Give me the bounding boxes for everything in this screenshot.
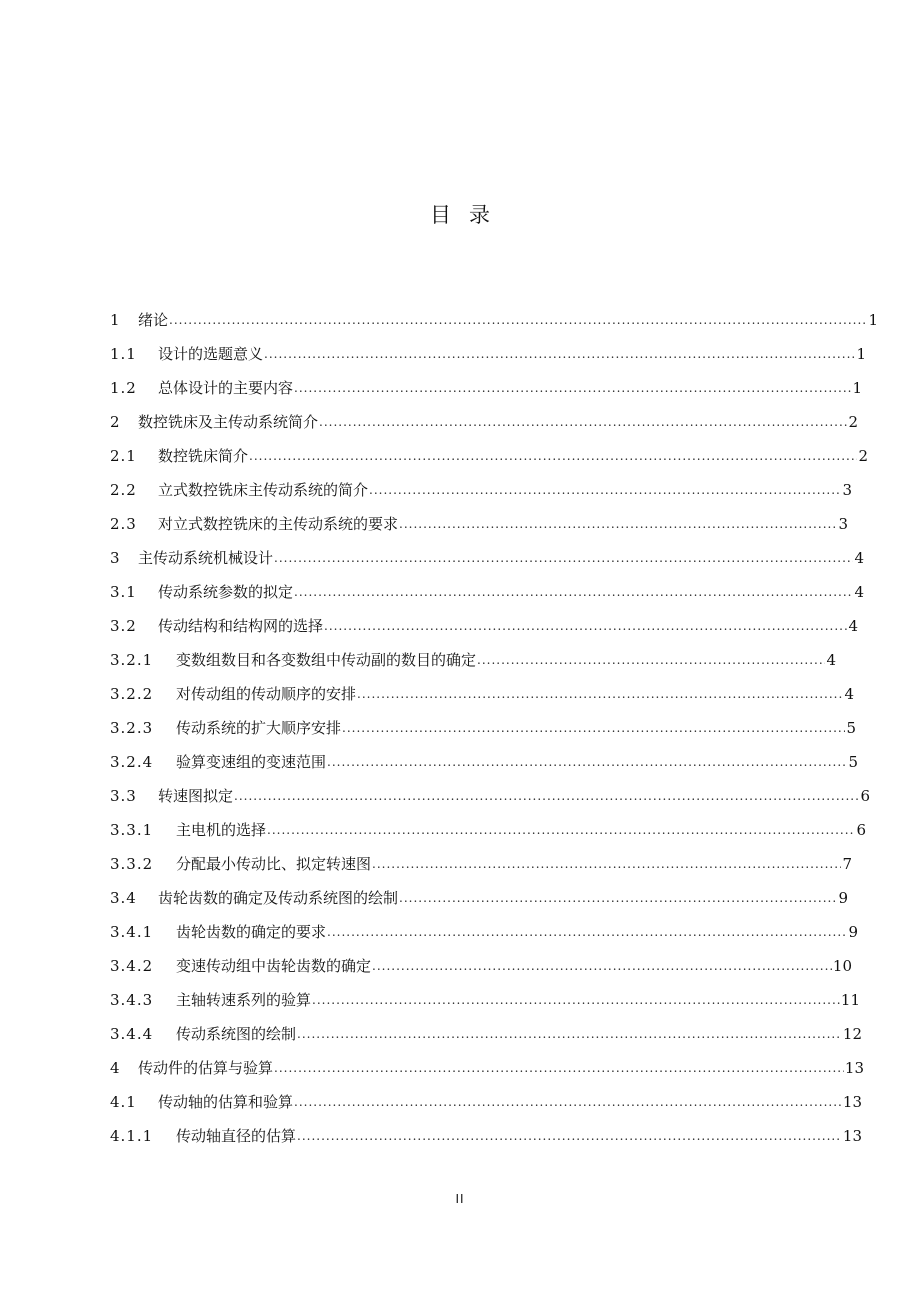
toc-entry-number: 3.3.2 <box>110 855 154 873</box>
toc-entry-title: 变数组数目和各变数组中传动副的数目的确定 <box>176 651 477 669</box>
toc-leader-dots <box>327 922 847 942</box>
toc-entry-page: 5 <box>848 753 858 771</box>
toc-entry-number: 3 <box>110 549 121 567</box>
toc-entry-number: 3.2.1 <box>110 651 154 669</box>
toc-entry-title: 齿轮齿数的确定及传动系统图的绘制 <box>158 889 399 907</box>
toc-leader-dots <box>399 514 837 534</box>
toc-entry-title: 主传动系统机械设计 <box>138 549 274 567</box>
toc-entry-page: 4 <box>844 685 854 703</box>
toc-entry[interactable] <box>110 1085 862 1119</box>
toc-entry-page: 10 <box>832 957 852 975</box>
toc-entry-page: 2 <box>858 447 868 465</box>
toc-leader-dots <box>294 378 851 398</box>
toc-entry-number: 3.4.4 <box>110 1025 154 1043</box>
toc-entry-page: 2 <box>848 413 858 431</box>
toc-leader-dots <box>372 956 832 976</box>
toc-entry-page: 7 <box>842 855 852 873</box>
toc-entry-number: 3.4.1 <box>110 923 154 941</box>
toc-leader-dots <box>234 786 859 806</box>
page-number: II <box>455 1192 465 1206</box>
toc-entry-page: 4 <box>854 549 864 567</box>
toc-entry-title: 对传动组的传动顺序的安排 <box>176 685 357 703</box>
toc-entry-page: 3 <box>838 515 848 533</box>
toc-entry-page: 4 <box>826 651 836 669</box>
toc-entry-number: 3.2 <box>110 617 137 635</box>
toc-entry-number: 3.3.1 <box>110 821 154 839</box>
toc-entry[interactable] <box>110 983 860 1017</box>
toc-leader-dots <box>249 446 857 466</box>
toc-entry-title: 立式数控铣床主传动系统的简介 <box>158 481 369 499</box>
toc-entry[interactable] <box>110 1119 862 1153</box>
toc-entry-page: 9 <box>848 923 858 941</box>
toc-entry-title: 分配最小传动比、拟定转速图 <box>176 855 372 873</box>
toc-entry-title: 变速传动组中齿轮齿数的确定 <box>176 957 372 975</box>
toc-entry-title: 数控铣床及主传动系统简介 <box>138 413 319 431</box>
toc-entry[interactable] <box>110 1051 864 1085</box>
toc-entry-number: 2.1 <box>110 447 137 465</box>
toc-leader-dots <box>477 650 825 670</box>
toc-entry-number: 3.3 <box>110 787 137 805</box>
toc-entry-page: 12 <box>842 1025 862 1043</box>
toc-entry-page: 4 <box>854 583 864 601</box>
toc-entry-title: 设计的选题意义 <box>158 345 264 363</box>
toc-entry[interactable] <box>110 1017 862 1051</box>
toc-entry[interactable] <box>110 643 836 677</box>
toc-entry-page: 5 <box>846 719 856 737</box>
toc-leader-dots <box>369 480 841 500</box>
toc-entry[interactable] <box>110 745 858 779</box>
toc-entry-page: 1 <box>856 345 866 363</box>
toc-entry-page: 11 <box>840 991 860 1009</box>
toc-entry-number: 2 <box>110 413 121 431</box>
toc-entry-title: 主电机的选择 <box>176 821 267 839</box>
toc-entry-title: 传动轴的估算和验算 <box>158 1093 294 1111</box>
toc-entry[interactable] <box>110 779 870 813</box>
toc-entry[interactable] <box>110 439 868 473</box>
toc-entry-page: 13 <box>844 1059 864 1077</box>
toc-entry-number: 4 <box>110 1059 121 1077</box>
toc-entry-title: 总体设计的主要内容 <box>158 379 294 397</box>
toc-entry-title: 传动件的估算与验算 <box>138 1059 274 1077</box>
toc-entry-number: 3.2.4 <box>110 753 154 771</box>
toc-entry-page: 3 <box>842 481 852 499</box>
toc-entry-title: 对立式数控铣床的主传动系统的要求 <box>158 515 399 533</box>
toc-entry[interactable] <box>110 405 858 439</box>
toc-entry[interactable] <box>110 813 866 847</box>
toc-entry-number: 3.4.3 <box>110 991 154 1009</box>
toc-entry[interactable] <box>110 677 854 711</box>
toc-entry[interactable] <box>110 609 858 643</box>
toc-entry-title: 传动系统图的绘制 <box>176 1025 297 1043</box>
toc-entry-title: 传动结构和结构网的选择 <box>158 617 324 635</box>
toc-entry-number: 2.2 <box>110 481 137 499</box>
toc-entry-number: 2.3 <box>110 515 137 533</box>
toc-entry-number: 4.1 <box>110 1093 137 1111</box>
toc-entry-page: 6 <box>860 787 870 805</box>
toc-entry-title: 数控铣床简介 <box>158 447 249 465</box>
toc-leader-dots <box>294 582 853 602</box>
toc-entry-page: 13 <box>842 1127 862 1145</box>
toc-leader-dots <box>294 1092 842 1112</box>
toc-leader-dots <box>297 1126 842 1146</box>
toc-entry[interactable] <box>110 337 866 371</box>
toc-entry[interactable] <box>110 473 852 507</box>
page-title: 目录 <box>430 203 508 227</box>
toc-entry-title: 验算变速组的变速范围 <box>176 753 327 771</box>
toc-leader-dots <box>372 854 841 874</box>
toc-leader-dots <box>264 344 855 364</box>
toc-leader-dots <box>357 684 843 704</box>
toc-entry[interactable] <box>110 507 848 541</box>
toc-leader-dots <box>324 616 847 636</box>
toc-entry-page: 9 <box>838 889 848 907</box>
toc-entry-title: 齿轮齿数的确定的要求 <box>176 923 327 941</box>
toc-entry-number: 4.1.1 <box>110 1127 154 1145</box>
toc-leader-dots <box>342 718 845 738</box>
toc-entry-number: 3.1 <box>110 583 137 601</box>
toc-entry[interactable] <box>110 847 852 881</box>
toc-entry-title: 转速图拟定 <box>158 787 234 805</box>
toc-leader-dots <box>274 548 853 568</box>
toc-entry-title: 传动系统的扩大顺序安排 <box>176 719 342 737</box>
toc-entry-title: 绪论 <box>138 311 169 329</box>
toc-leader-dots <box>312 990 840 1010</box>
toc-entry-number: 3.2.3 <box>110 719 154 737</box>
toc-entry[interactable] <box>110 949 852 983</box>
toc-leader-dots <box>319 412 847 432</box>
toc-entry-number: 3.4.2 <box>110 957 154 975</box>
toc-leader-dots <box>267 820 855 840</box>
toc-entry-number: 1.1 <box>110 345 137 363</box>
toc-entry-number: 1 <box>110 311 121 329</box>
toc-entry-title: 主轴转速系列的验算 <box>176 991 312 1009</box>
toc-entry[interactable] <box>110 575 864 609</box>
toc-entry-page: 4 <box>848 617 858 635</box>
toc-entry[interactable] <box>110 541 864 575</box>
toc-leader-dots <box>274 1058 844 1078</box>
toc-entry-number: 3.2.2 <box>110 685 154 703</box>
toc-entry-title: 传动轴直径的估算 <box>176 1127 297 1145</box>
toc-leader-dots <box>297 1024 842 1044</box>
toc-leader-dots <box>399 888 837 908</box>
toc-entry-number: 3.4 <box>110 889 137 907</box>
toc-entry[interactable] <box>110 711 856 745</box>
toc-leader-dots <box>169 310 867 330</box>
table-of-contents <box>110 303 900 1153</box>
toc-entry[interactable] <box>110 371 862 405</box>
toc-entry-page: 1 <box>868 311 878 329</box>
toc-entry[interactable] <box>110 881 848 915</box>
toc-entry-number: 1.2 <box>110 379 137 397</box>
toc-entry[interactable] <box>110 303 878 337</box>
toc-entry-page: 13 <box>842 1093 862 1111</box>
toc-leader-dots <box>327 752 847 772</box>
toc-entry-page: 1 <box>852 379 862 397</box>
toc-entry-page: 6 <box>856 821 866 839</box>
toc-entry[interactable] <box>110 915 858 949</box>
toc-entry-title: 传动系统参数的拟定 <box>158 583 294 601</box>
